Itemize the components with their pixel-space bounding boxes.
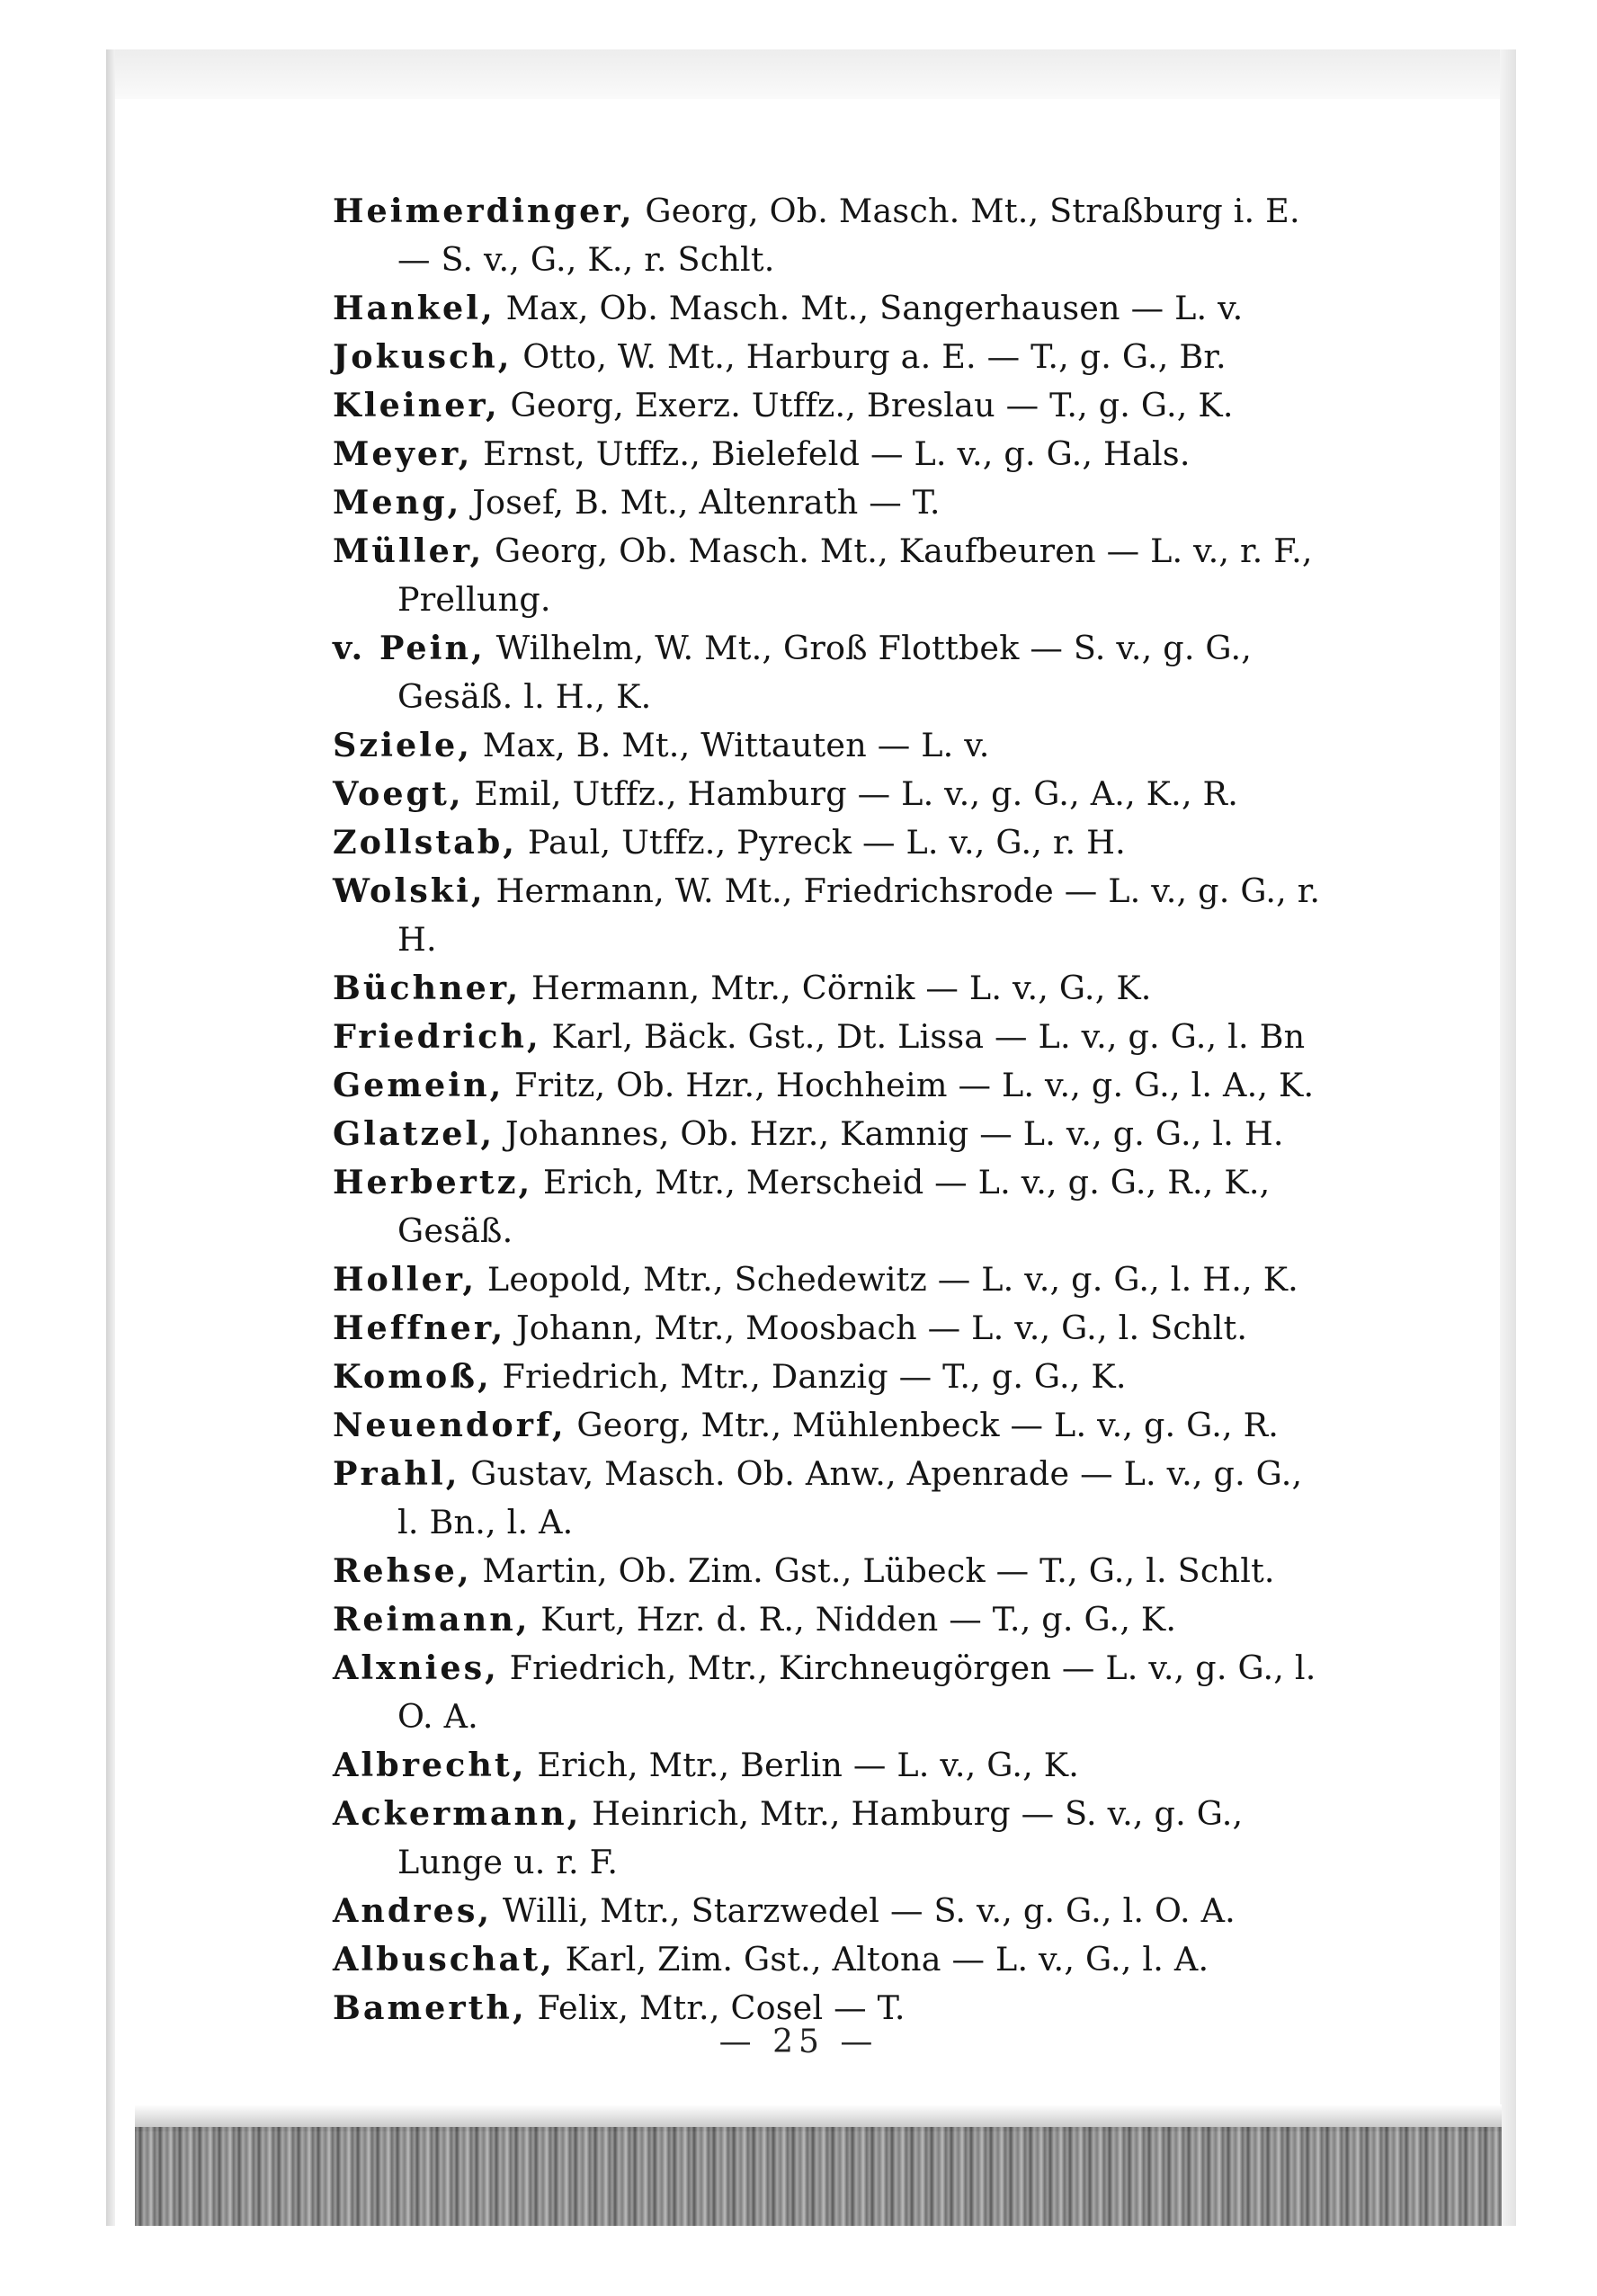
entry-surname: Holler, <box>333 1260 477 1299</box>
entry-surname: Meng, <box>333 483 462 522</box>
entry-surname: Ackermann, <box>333 1794 582 1833</box>
entry-surname: Büchner, <box>333 969 522 1007</box>
entry-surname: Neuendorf, <box>333 1406 567 1444</box>
list-item <box>333 770 1326 818</box>
entry-surname: Albrecht, <box>333 1746 527 1784</box>
entry-surname: Heimerdinger, <box>333 192 635 230</box>
list-item <box>333 1790 1326 1887</box>
entry-surname: Alxnies, <box>333 1648 499 1687</box>
entry-surname: Herbertz, <box>333 1163 533 1202</box>
entry-surname: Heffner, <box>333 1309 506 1347</box>
list-item <box>333 1158 1326 1255</box>
entry-surname: Andres, <box>333 1891 493 1930</box>
entry-details: Hermann, Mtr., Cörnik — L. v., G., K. <box>531 969 1152 1007</box>
list-item <box>333 333 1326 381</box>
list-item <box>333 187 1326 284</box>
entry-details: Paul, Utffz., Pyreck — L. v., G., r. H. <box>527 823 1126 862</box>
entry-surname: Bamerth, <box>333 1988 527 2027</box>
entry-surname: Gemein, <box>333 1066 504 1104</box>
list-item <box>333 1353 1326 1401</box>
entry-surname: Sziele, <box>333 726 472 764</box>
entry-surname: v. Pein, <box>333 629 486 667</box>
list-item <box>333 478 1326 527</box>
entry-surname: Hankel, <box>333 289 495 327</box>
entry-details: Georg, Mtr., Mühlenbeck — L. v., g. G., R. <box>576 1406 1280 1444</box>
entry-details: Felix, Mtr., Cosel — T. <box>537 1988 906 2027</box>
entry-surname: Jokusch, <box>333 337 513 376</box>
list-item <box>333 1013 1326 1061</box>
entry-surname: Wolski, <box>333 871 486 910</box>
list-item <box>333 1304 1326 1353</box>
entry-details: Leopold, Mtr., Schedewitz — L. v., g. G., l. H., K. <box>486 1260 1298 1299</box>
list-item <box>333 284 1326 333</box>
list-item <box>333 527 1326 624</box>
entry-surname: Reimann, <box>333 1600 531 1639</box>
page-left-shadow <box>106 49 115 2226</box>
entry-surname: Voegt, <box>333 774 464 813</box>
list-item <box>333 1887 1326 1935</box>
list-item <box>333 1061 1326 1110</box>
list-item <box>333 867 1326 964</box>
entry-details: Fritz, Ob. Hzr., Hochheim — L. v., g. G., l. A., K. <box>514 1066 1315 1104</box>
list-item <box>333 1110 1326 1158</box>
entry-details: Erich, Mtr., Berlin — L. v., G., K. <box>537 1746 1080 1784</box>
entry-details: Wilhelm, W. Mt., Groß Flottbek — S. v., g. G., Gesäß. l. H., K. <box>397 629 1253 716</box>
list-item <box>333 624 1326 721</box>
entry-surname: Friedrich, <box>333 1017 541 1056</box>
entry-details: Friedrich, Mtr., Danzig — T., g. G., K. <box>502 1357 1127 1396</box>
list-item <box>333 381 1326 430</box>
entry-details: Max, B. Mt., Wittauten — L. v. <box>482 726 990 764</box>
entry-details: Willi, Mtr., Starzwedel — S. v., g. G., l. O. A. <box>502 1891 1236 1930</box>
entry-details: Friedrich, Mtr., Kirchneugörgen — L. v., g. G., l. O. A. <box>397 1648 1316 1736</box>
entry-surname: Müller, <box>333 532 485 570</box>
entry-surname: Zollstab, <box>333 823 518 862</box>
list-item <box>333 1547 1326 1595</box>
list-item <box>333 1255 1326 1304</box>
entry-details: Hermann, W. Mt., Friedrichsrode — L. v., g. G., r. H. <box>397 871 1321 959</box>
page-number: — 25 — <box>718 2024 879 2060</box>
entry-details: Heinrich, Mtr., Hamburg — S. v., g. G., Lunge u. r. F. <box>397 1794 1244 1881</box>
list-item <box>333 1741 1326 1790</box>
list-item <box>333 1595 1326 1644</box>
entry-surname: Kleiner, <box>333 386 500 424</box>
entry-details: Georg, Ob. Masch. Mt., Straßburg i. E. — S. v., G., K., r. Schlt. <box>397 192 1300 279</box>
entry-surname: Albuschat, <box>333 1940 555 1979</box>
entry-details: Johannes, Ob. Hzr., Kamnig — L. v., g. G., l. H. <box>504 1114 1284 1153</box>
entry-details: Josef, B. Mt., Altenrath — T. <box>472 483 941 522</box>
entry-details: Karl, Bäck. Gst., Dt. Lissa — L. v., g. G., l. Bn <box>551 1017 1306 1056</box>
entry-details: Gustav, Masch. Ob. Anw., Apenrade — L. v., g. G., l. Bn., l. A. <box>397 1454 1303 1541</box>
list-item <box>333 818 1326 867</box>
entry-surname: Glatzel, <box>333 1114 495 1153</box>
entry-details: Otto, W. Mt., Harburg a. E. — T., g. G., Br. <box>522 337 1227 376</box>
entry-details: Max, Ob. Masch. Mt., Sangerhausen — L. v. <box>505 289 1244 327</box>
entry-surname: Komoß, <box>333 1357 492 1396</box>
page-right-edge <box>1500 49 1516 2226</box>
page-top-strip <box>115 49 1500 99</box>
entry-details: Georg, Ob. Masch. Mt., Kaufbeuren — L. v., r. F., Prellung. <box>397 532 1313 619</box>
entry-details: Georg, Exerz. Utffz., Breslau — T., g. G., K. <box>510 386 1234 424</box>
entry-details: Karl, Zim. Gst., Altona — L. v., G., l. A. <box>565 1940 1209 1979</box>
list-item <box>333 1450 1326 1547</box>
entry-details: Emil, Utffz., Hamburg — L. v., g. G., A., K., R. <box>474 774 1239 813</box>
list-item <box>333 1935 1326 1984</box>
page-bottom-scan-artifact <box>135 2127 1502 2226</box>
list-item <box>333 1644 1326 1741</box>
entry-details: Martin, Ob. Zim. Gst., Lübeck — T., G., l. Schlt. <box>482 1551 1275 1590</box>
list-item <box>333 1401 1326 1450</box>
entry-surname: Prahl, <box>333 1454 460 1493</box>
list-item <box>333 430 1326 478</box>
entry-details: Johann, Mtr., Moosbach — L. v., G., l. Schlt. <box>515 1309 1248 1347</box>
entry-details: Erich, Mtr., Merscheid — L. v., g. G., R., K., Gesäß. <box>397 1163 1271 1250</box>
entry-surname: Meyer, <box>333 434 473 473</box>
entry-details: Kurt, Hzr. d. R., Nidden — T., g. G., K. <box>540 1600 1177 1639</box>
list-item <box>333 721 1326 770</box>
entry-surname: Rehse, <box>333 1551 472 1590</box>
casualty-list <box>333 187 1326 2032</box>
entry-details: Ernst, Utffz., Bielefeld — L. v., g. G., Hals. <box>483 434 1191 473</box>
list-item <box>333 964 1326 1013</box>
